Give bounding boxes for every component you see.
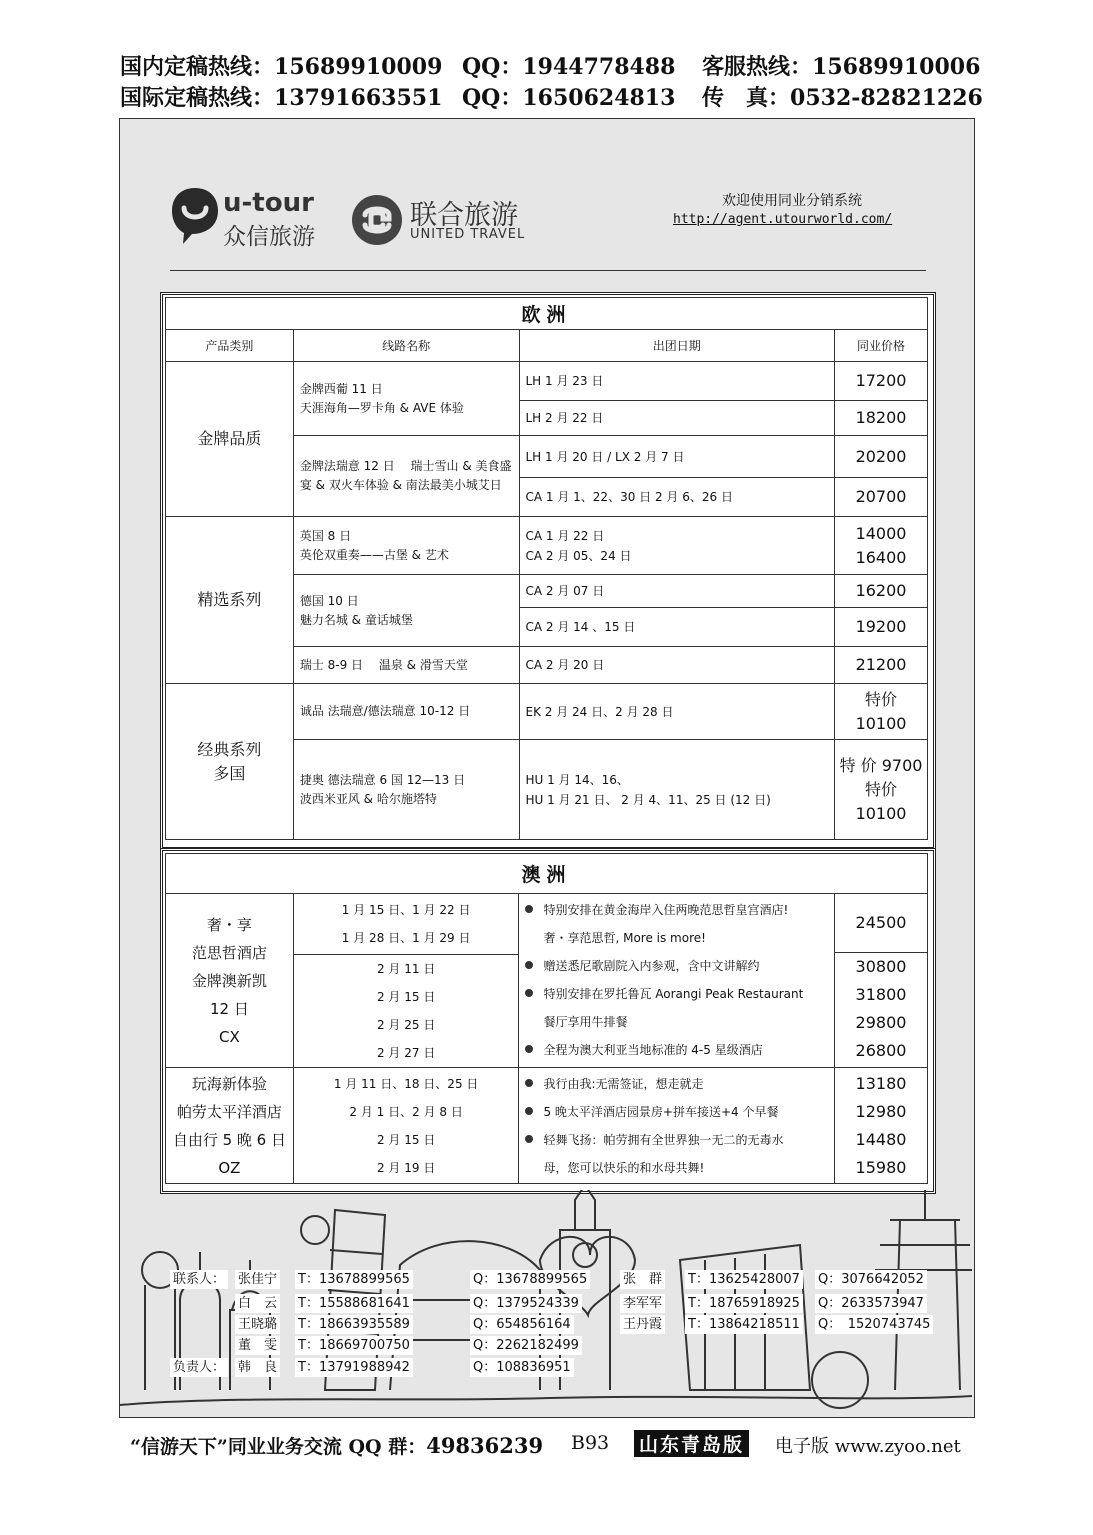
service-hotline <box>702 50 980 81</box>
price-line: 16400 <box>855 547 907 567</box>
bullet-icon <box>525 1079 533 1087</box>
price-line: 14480 <box>855 1129 907 1149</box>
date-cell: LH 1 月 23 日 <box>519 362 835 401</box>
dates-cell <box>293 894 519 1068</box>
hotline-row-2 <box>120 81 442 112</box>
price-cell <box>835 740 928 840</box>
date-line: HU 1 月 21 日、 2 月 4、11、25 日 (12 日) <box>525 792 771 807</box>
edition-badge: 山东青岛版 <box>634 1430 749 1457</box>
price-line: 15980 <box>855 1157 907 1177</box>
divider <box>170 270 926 271</box>
qq-label: QQ： <box>462 85 523 111</box>
qq-value: 1944778488 <box>522 54 676 80</box>
price-line: 12980 <box>855 1101 907 1121</box>
route-name: 金牌法瑞意 12 日 瑞士雪山 & 美食盛 <box>299 459 512 473</box>
contact-row <box>140 1294 940 1314</box>
dates-group <box>294 955 519 1067</box>
qq-label: QQ： <box>462 54 523 80</box>
route-cell <box>293 740 519 840</box>
fax <box>702 81 983 112</box>
price-group <box>835 894 927 953</box>
product-cell <box>166 894 294 1068</box>
price-cell: 20700 <box>835 478 928 517</box>
date-cell: LH 1 月 20 日 / LX 2 月 7 日 <box>519 436 835 478</box>
qq-value: 1650624813 <box>522 85 676 111</box>
route-desc: 天涯海角—罗卡角 & AVE 体验 <box>299 400 464 415</box>
route-cell <box>293 575 519 647</box>
europe-table <box>165 297 928 840</box>
price-cell: 19200 <box>835 608 928 647</box>
route-desc: 宴 & 双火车体验 & 南法最美小城艾日 <box>299 478 502 492</box>
feature-item <box>525 1098 828 1126</box>
col-header-price: 同业价格 <box>835 330 928 362</box>
feature-text: 我行由我:无需签证，想走就走 <box>543 1076 704 1091</box>
feature-item <box>525 1008 828 1036</box>
date-cell: EK 2 月 24 日、2 月 28 日 <box>519 684 835 740</box>
price-cell: 21200 <box>835 647 928 684</box>
category-cell: 金牌品质 <box>166 362 294 517</box>
price-line: 特价 10100 <box>855 779 907 823</box>
feature-text: 5 晚太平洋酒店园景房+拼车接送+4 个早餐 <box>543 1104 779 1119</box>
route-cell <box>293 436 519 517</box>
contact-role: 联系人： <box>170 1270 228 1289</box>
price-line: 14000 <box>855 523 907 543</box>
category-line: 多国 <box>213 763 246 783</box>
fax-value: 0532-82821226 <box>790 85 983 111</box>
feature-text: 特别安排在罗托鲁瓦 Aorangi Peak Restaurant <box>543 987 804 1001</box>
price-group <box>835 953 927 1065</box>
route-cell: 瑞士 8-9 日 温泉 & 滑雪天堂 <box>293 647 519 684</box>
date-cell: CA 2 月 07 日 <box>519 575 835 608</box>
contact-name: 王晓璐 <box>235 1315 280 1334</box>
contact-row <box>140 1315 940 1335</box>
contact-qq: Q：108836951 <box>470 1358 574 1377</box>
bullet-icon <box>525 961 533 969</box>
contact-qq: Q：13678899565 <box>470 1270 590 1289</box>
date-line: 2 月 25 日 <box>376 1018 436 1032</box>
feature-text: 母，您可以快乐的和水母共舞! <box>543 1160 705 1175</box>
price-line: 26800 <box>855 1041 907 1060</box>
date-line: 2 月 27 日 <box>376 1046 436 1060</box>
prices-cell <box>835 894 928 1068</box>
feature-text: 餐厅享用牛排餐 <box>543 1015 628 1029</box>
col-header-route: 线路名称 <box>293 330 519 362</box>
utour-en: u-tour <box>223 188 314 218</box>
price-line: 24500 <box>855 913 907 932</box>
united-en: UNITED TRAVEL <box>410 227 526 242</box>
route-cell <box>293 517 519 575</box>
feature-item <box>525 1126 828 1154</box>
contact-tel: T：13791988942 <box>295 1358 413 1377</box>
route-desc: 英伦双重奏——古堡 & 艺术 <box>299 547 449 562</box>
product-cell <box>166 1068 294 1184</box>
date-line: CA 1 月 22 日 <box>525 528 605 543</box>
bullet-icon <box>525 1045 533 1053</box>
price-line: 10100 <box>855 713 907 733</box>
welcome-text: 欢迎使用同业分销系统 <box>722 193 862 209</box>
contact-tel: T：13678899565 <box>295 1270 413 1289</box>
price-line: 29800 <box>855 1013 907 1032</box>
utour-cn: 众信旅游 <box>223 224 315 250</box>
route-desc: 魅力名城 & 童话城堡 <box>299 612 413 627</box>
date-cell <box>519 740 835 840</box>
route-name: 金牌西葡 11 日 <box>299 381 383 396</box>
route-desc: 波西米亚风 & 哈尔施塔特 <box>299 791 437 806</box>
category-cell <box>166 684 294 840</box>
feature-item <box>525 924 828 952</box>
feature-item <box>525 896 828 924</box>
route-cell <box>293 362 519 436</box>
service-hotline-value: 15689910006 <box>812 54 981 80</box>
contact-row <box>140 1336 940 1356</box>
route-name: 德国 10 日 <box>299 593 359 608</box>
price-line: 31800 <box>855 985 907 1004</box>
feature-text: 赠送悉尼歌剧院入内参观，含中文讲解约 <box>543 959 760 973</box>
europe-title: 欧洲 <box>166 298 928 330</box>
product-line: CX <box>219 1027 240 1046</box>
date-cell: CA 1 月 1、22、30 日 2 月 6、26 日 <box>519 478 835 517</box>
contact-tel: T：18669700750 <box>295 1336 413 1355</box>
route-name: 捷奥 德法瑞意 6 国 12—13 日 <box>299 772 466 787</box>
bullet-icon <box>525 1135 533 1143</box>
qq-1 <box>462 50 675 81</box>
price-cell: 16200 <box>835 575 928 608</box>
contact-name: 韩 良 <box>235 1358 280 1377</box>
contact-qq: Q：654856164 <box>470 1315 574 1334</box>
contact-row <box>140 1270 940 1290</box>
date-line: 2 月 19 日 <box>376 1160 436 1175</box>
category-line: 经典系列 <box>197 739 262 759</box>
date-cell: LH 2 月 22 日 <box>519 401 835 436</box>
contact-name: 张佳宁 <box>235 1270 280 1289</box>
product-line: 自由行 5 晚 6 日 <box>172 1130 286 1149</box>
contact-tel: T：13625428007 <box>685 1270 803 1289</box>
price-line: 30800 <box>855 957 907 976</box>
product-line: 玩海新体验 <box>191 1074 267 1093</box>
product-line: 12 日 <box>209 999 249 1018</box>
price-cell <box>835 517 928 575</box>
dates-group <box>294 894 519 955</box>
contact-qq: Q： 1520743745 <box>815 1315 933 1334</box>
price-line: 13180 <box>855 1073 907 1093</box>
contact-qq: Q：2633573947 <box>815 1294 927 1313</box>
route-name: 英国 8 日 <box>299 528 352 543</box>
australia-table <box>165 853 928 1184</box>
hotline-row-1 <box>120 50 442 81</box>
contact-role: 负责人： <box>170 1358 228 1377</box>
utour-logo-icon <box>170 186 220 246</box>
price-cell: 17200 <box>835 362 928 401</box>
product-line: 帕劳太平洋酒店 <box>176 1102 282 1121</box>
bullet-icon <box>525 989 533 997</box>
united-travel-logo-icon <box>350 193 404 247</box>
date-line: 2 月 11 日 <box>376 962 436 976</box>
site-url[interactable]: 电子版 www.zyoo.net <box>775 1436 961 1457</box>
domestic-hotline-label: 国内定稿热线： <box>120 54 275 80</box>
dates-cell <box>293 1068 519 1184</box>
date-line: 1 月 11 日、18 日、25 日 <box>333 1076 479 1091</box>
date-line: 2 月 1 日、2 月 8 日 <box>349 1104 463 1119</box>
contact-tel: T：18765918925 <box>685 1294 803 1313</box>
product-line: 奢・享 <box>206 915 252 934</box>
contact-qq: Q：1379524339 <box>470 1294 582 1313</box>
fax-label: 传 真： <box>702 85 791 111</box>
contact-name: 王丹霞 <box>620 1315 665 1334</box>
contact-tel: T：15588681641 <box>295 1294 413 1313</box>
contact-qq: Q：2262182499 <box>470 1336 582 1355</box>
category-cell: 精选系列 <box>166 517 294 684</box>
route-cell: 诚品 法瑞意/德法瑞意 10-12 日 <box>293 684 519 740</box>
feature-item <box>525 1036 828 1064</box>
intl-hotline: 13791663551 <box>274 85 443 111</box>
feature-text: 全程为澳大利亚当地标准的 4-5 星级酒店 <box>543 1043 763 1057</box>
product-line: OZ <box>218 1158 241 1177</box>
qq-group-label: “信游天下”同业业务交流 QQ 群： <box>130 1436 427 1458</box>
price-cell: 20200 <box>835 436 928 478</box>
feature-item <box>525 1070 828 1098</box>
feature-item <box>525 952 828 980</box>
col-header-category: 产品类别 <box>166 330 294 362</box>
page-number: B93 <box>571 1432 610 1454</box>
australia-title: 澳洲 <box>166 854 928 894</box>
date-cell: CA 2 月 14 、15 日 <box>519 608 835 647</box>
product-line: 范思哲酒店 <box>191 943 267 962</box>
date-cell: CA 2 月 20 日 <box>519 647 835 684</box>
date-line: 2 月 15 日 <box>376 1132 436 1147</box>
contact-name: 李军军 <box>620 1294 665 1313</box>
intl-hotline-label: 国际定稿热线： <box>120 85 275 111</box>
price-line: 特价 <box>865 689 898 709</box>
date-cell <box>519 517 835 575</box>
feature-item <box>525 980 828 1008</box>
contact-tel: T：13864218511 <box>685 1315 803 1334</box>
price-line: 特 价 9700 <box>839 755 923 775</box>
feature-text: 特别安排在黄金海岸入住两晚范思哲皇宫酒店! <box>543 903 789 917</box>
contact-tel: T：18663935589 <box>295 1315 413 1334</box>
date-line: CA 2 月 05、24 日 <box>525 548 632 563</box>
domestic-hotline: 15689910009 <box>274 54 443 80</box>
qq-2 <box>462 81 675 112</box>
product-line: 金牌澳新凯 <box>191 971 267 990</box>
contact-row <box>140 1358 940 1378</box>
feature-item <box>525 1154 828 1182</box>
qq-group-number: 49836239 <box>426 1433 544 1458</box>
date-line: 1 月 15 日、1 月 22 日 <box>341 903 471 917</box>
footer-group <box>130 1432 543 1459</box>
prices-cell <box>835 1068 928 1184</box>
contact-qq: Q：3076642052 <box>815 1270 927 1289</box>
price-cell <box>835 684 928 740</box>
features-cell <box>519 894 835 1068</box>
feature-text: 轻舞飞扬：帕劳拥有全世界独一无二的无毒水 <box>543 1132 784 1147</box>
feature-text: 奢・享范思哲, More is more! <box>543 931 706 945</box>
price-cell: 18200 <box>835 401 928 436</box>
col-header-date: 出团日期 <box>519 330 835 362</box>
date-line: HU 1 月 14、16、 <box>525 772 629 787</box>
united-cn: 联合旅游 <box>410 200 518 231</box>
features-cell <box>519 1068 835 1184</box>
service-hotline-label: 客服热线： <box>702 54 813 80</box>
contact-name: 白 云 <box>235 1294 280 1313</box>
agent-url[interactable]: http://agent.utourworld.com/ <box>673 212 893 227</box>
bullet-icon <box>525 1107 533 1115</box>
contact-name: 张 群 <box>620 1270 665 1289</box>
bullet-icon <box>525 905 533 913</box>
date-line: 1 月 28 日、1 月 29 日 <box>341 931 471 945</box>
date-line: 2 月 15 日 <box>376 990 436 1004</box>
contact-name: 董 雯 <box>235 1336 280 1355</box>
